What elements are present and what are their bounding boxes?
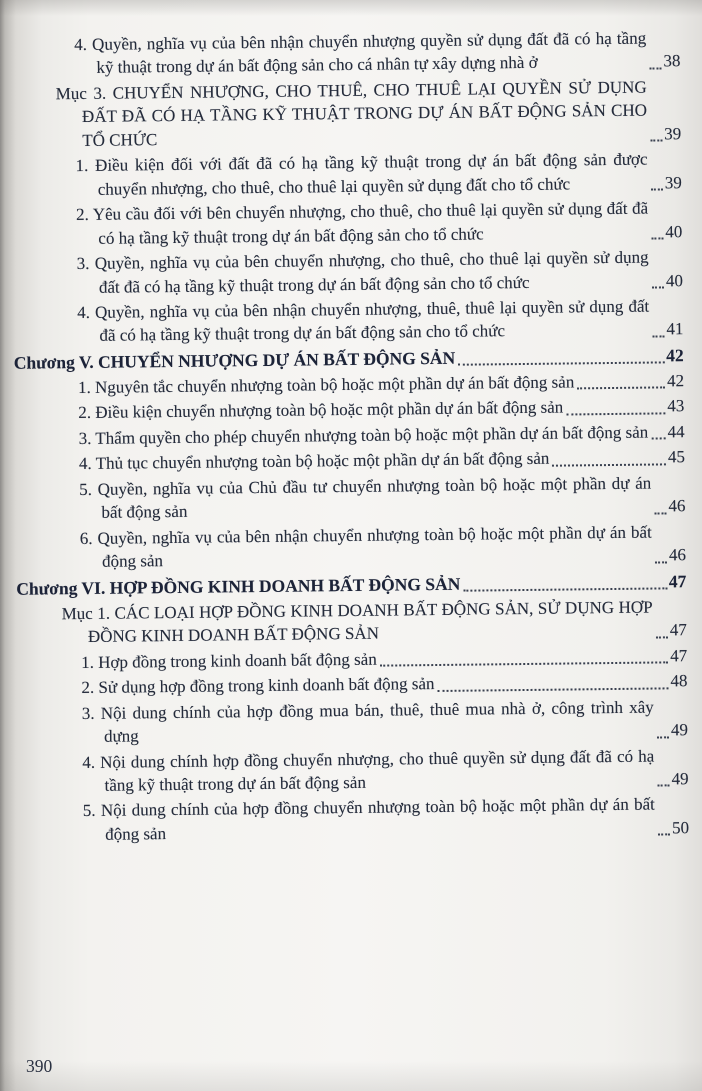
dot-leader: [651, 237, 663, 239]
toc-entry-page: 49: [670, 720, 689, 740]
toc-entry-label: 5.: [82, 801, 102, 821]
toc-entry-text: [82, 744, 654, 797]
toc-entry-label: 4.: [74, 34, 93, 55]
toc-entry-text: [77, 295, 649, 348]
toc-entry-title: Quyền, nghĩa vụ của Chủ đầu tư chuyển nhượng toàn bộ hoặc một phần dự án bất động sản: [97, 473, 652, 523]
toc-entry-title: HỢP ĐỒNG KINH DOANH BẤT ĐỘNG SẢN: [109, 573, 461, 598]
toc-entry-text: [79, 447, 550, 476]
dot-leader: [658, 834, 670, 836]
toc-entry-title: CÁC LOẠI HỢP ĐỒNG KINH DOANH BẤT ĐỘNG SẢN, SỬ DỤNG HỢP ĐỒNG KINH DOANH BẤT ĐỘNG SẢN: [87, 597, 653, 647]
toc-entry-page: 47: [670, 645, 688, 666]
toc-entry-title: Nội dung chính của hợp đồng mua bán, thuê, thuê mua nhà ở, công trình xây dựng: [100, 697, 654, 746]
toc-entry-title: Hợp đồng trong kinh doanh bất động sản: [98, 649, 377, 672]
toc-entry-title: Nội dung chính của hợp đồng chuyển nhượng toàn bộ hoặc một phần dự án bất động sản: [100, 794, 655, 844]
toc-entry: [77, 294, 683, 348]
dot-leader: [651, 189, 663, 191]
toc-entry-text: [74, 27, 646, 80]
toc-entry-title: Điều kiện đối với đất đã có hạ tầng kỹ thuật trong dự án bất động sản được chuyển nhượng, cho thuê, cho thuê lại quyền sử dụng đất cho tổ chức: [94, 149, 648, 199]
dot-leader: [552, 463, 666, 466]
toc-entry-title: Thủ tục chuyển nhượng toàn bộ hoặc một phần dự án bất động sản: [95, 449, 550, 474]
dot-leader: [458, 361, 664, 365]
toc-entry-page: 42: [666, 345, 684, 366]
dot-leader: [658, 785, 670, 787]
toc-entry-title: Nội dung chính hợp đồng chuyển nhượng, cho thuê quyền sử dụng đất đã có hạ tầng kỹ thuật trong dự án bất động sản: [100, 746, 655, 795]
dot-leader: [653, 335, 665, 337]
toc-entry-title: Yêu cầu đối với bên chuyển nhượng, cho thuê, cho thuê lại quyền sử dụng đất đã có hạ tầng kỹ thuật trong dự án bất động sản cho tổ chức: [92, 198, 649, 248]
toc-entry-text: [14, 346, 456, 375]
toc-entry: [56, 75, 682, 152]
toc-entry-label: 6.: [79, 528, 98, 548]
toc-entry-title: Quyền, nghĩa vụ của bên nhận chuyển nhượng toàn bộ hoặc một phần dự án bất động sản: [97, 522, 652, 571]
table-of-contents: [10, 24, 689, 849]
toc-entry-text: [16, 571, 460, 600]
toc-entry-label: Mục 3.: [55, 83, 113, 104]
toc-entry-title: Nguyên tắc chuyển nhượng toàn bộ hoặc một phần dự án bất động sản: [94, 372, 575, 397]
toc-entry: [80, 520, 686, 574]
dot-leader: [651, 438, 665, 440]
toc-entry-text: [77, 246, 649, 299]
toc-entry-page: 38: [663, 51, 681, 71]
toc-entry-label: 3.: [78, 428, 96, 448]
dot-leader: [657, 736, 669, 738]
toc-entry-page: 44: [667, 422, 685, 442]
toc-entry-title: CHUYỂN NHƯỢNG DỰ ÁN BẤT ĐỘNG SẢN: [97, 347, 456, 372]
dot-leader: [650, 140, 662, 142]
toc-entry-title: Quyền, nghĩa vụ của bên chuyển nhượng, cho thuê, cho thuê lại quyền sử dụng đất đã có hạ tầng kỹ thuật trong dự án bất động sản cho tổ chức: [94, 247, 649, 297]
toc-entry-page: 42: [666, 371, 685, 391]
toc-entry: [83, 793, 689, 847]
dot-leader: [438, 687, 669, 692]
toc-entry-page: 46: [668, 496, 686, 516]
toc-entry-title: Quyền, nghĩa vụ của bên nhận chuyển nhượng, thuê, thuê lại quyền sử dụng đất đã có hạ tầng kỹ thuật trong dự án bất động sản cho tổ chức: [94, 296, 650, 346]
toc-entry-text: [79, 471, 651, 524]
toc-entry-label: Chương VI.: [16, 577, 110, 599]
toc-entry: [75, 147, 681, 201]
toc-entry-title: Quyền, nghĩa vụ của bên nhận chuyển nhượng quyền sử dụng đất đã có hạ tầng kỹ thuật trong dự án bất động sản cho cá nhân tự xây dựng nhà ở: [91, 28, 647, 78]
toc-entry-label: 1.: [75, 156, 96, 176]
toc-entry-text: [83, 793, 655, 846]
toc-entry-page: 46: [668, 545, 687, 565]
dot-leader: [656, 636, 668, 638]
toc-entry-label: 3.: [76, 253, 95, 274]
toc-entry-label: 4.: [77, 302, 96, 323]
toc-entry-text: [56, 75, 648, 152]
toc-entry-text: [80, 520, 652, 573]
dot-leader: [463, 587, 667, 591]
toc-entry-page: 45: [667, 447, 685, 467]
dot-leader: [655, 561, 667, 563]
toc-entry-text: [76, 197, 648, 250]
toc-entry-text: [82, 695, 654, 748]
toc-entry-page: 40: [665, 221, 683, 242]
toc-entry-page: 40: [665, 270, 683, 290]
toc-entry-label: 2.: [78, 403, 96, 423]
toc-entry: [74, 26, 680, 80]
toc-entry-page: 41: [666, 319, 684, 339]
toc-entry-title: Điều kiện chuyển nhượng toàn bộ hoặc một phần dự án bất động sản: [95, 398, 564, 423]
toc-entry-text: [81, 647, 377, 674]
toc-entry: [76, 196, 682, 250]
toc-entry-label: 2.: [81, 677, 99, 698]
toc-entry-label: 1.: [77, 377, 96, 398]
toc-entry-page: 39: [664, 124, 682, 144]
page-number: 390: [26, 1056, 53, 1076]
toc-entry: [61, 595, 686, 649]
toc-entry-label: 3.: [81, 703, 101, 723]
toc-entry-title: Sử dụng hợp đồng trong kinh doanh bất động sản: [98, 674, 435, 697]
toc-entry-text: [78, 370, 574, 399]
toc-entry-text: [61, 595, 652, 649]
toc-entry-page: 48: [670, 671, 688, 691]
toc-entry-page: 47: [668, 570, 687, 592]
toc-entry: [82, 695, 688, 749]
dot-leader: [649, 67, 661, 69]
toc-entry-label: 1.: [81, 652, 99, 672]
toc-entry-title: CHUYỂN NHƯỢNG, CHO THUÊ, CHO THUÊ LẠI QUYỀN SỬ DỤNG ĐẤT ĐÃ CÓ HẠ TẦNG KỸ THUẬT TRONG DỰ ÁN BẤT ĐỘNG SẢN CHO TỔ CHỨC: [81, 77, 648, 150]
toc-entry: [79, 471, 685, 525]
toc-entry-label: Chương V.: [13, 351, 99, 373]
toc-entry-label: 4.: [78, 454, 96, 474]
toc-entry-text: [81, 672, 434, 699]
dot-leader: [577, 387, 665, 390]
toc-entry-page: 39: [664, 172, 682, 193]
toc-entry-page: 43: [667, 396, 685, 416]
toc-entry-label: Mục 1.: [61, 603, 115, 624]
toc-entry-label: 5.: [79, 479, 98, 499]
dot-leader: [655, 512, 667, 514]
dot-leader: [652, 286, 664, 288]
toc-entry-text: [75, 148, 647, 201]
dot-leader: [380, 662, 668, 667]
toc-entry-page: 50: [671, 818, 690, 838]
toc-entry: [82, 744, 688, 798]
toc-entry-page: 47: [669, 620, 687, 640]
toc-entry-label: 2.: [75, 205, 93, 225]
toc-entry-label: 4.: [82, 752, 101, 772]
toc-entry-text: [78, 396, 563, 425]
toc-entry-title: Thẩm quyền cho phép chuyển nhượng toàn bộ hoặc một phần dự án bất động sản: [95, 422, 649, 448]
toc-entry: [77, 245, 683, 299]
toc-entry-page: 49: [671, 769, 689, 789]
dot-leader: [566, 412, 665, 415]
